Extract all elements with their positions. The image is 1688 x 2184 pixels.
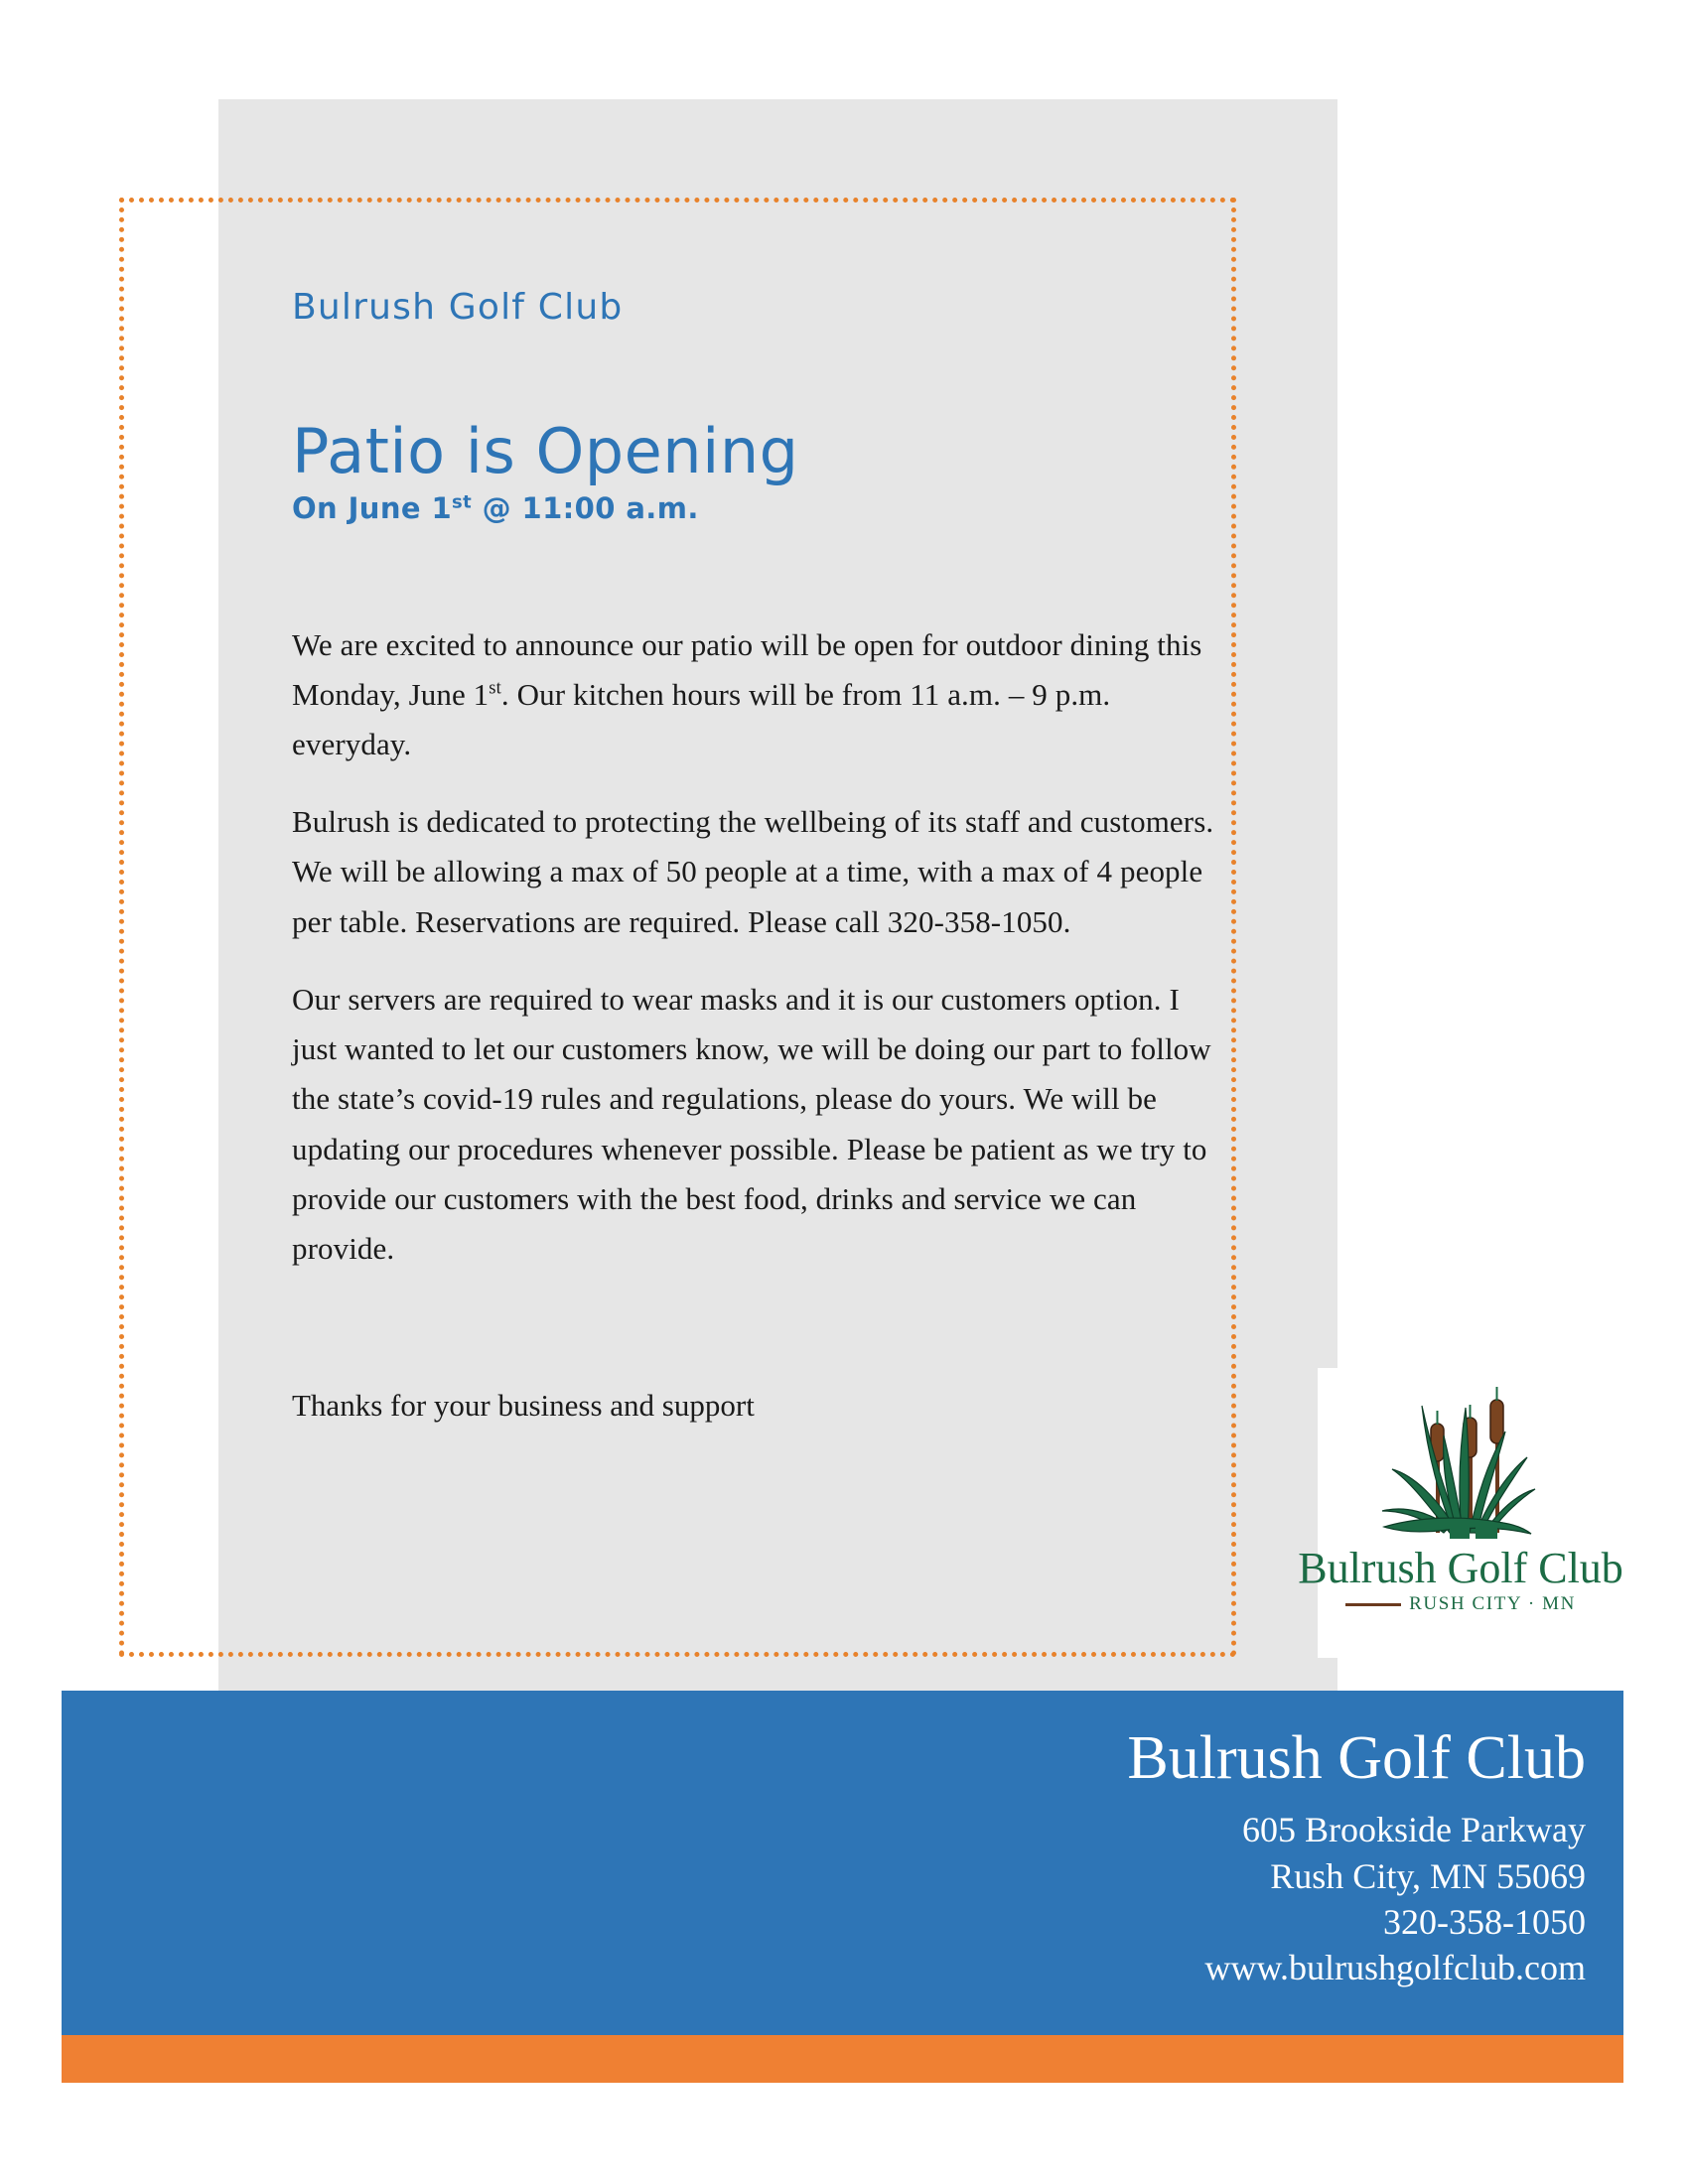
footer-accent-bar: [62, 2035, 1623, 2083]
paragraph-1-before-sup: We are excited to announce our patio will be open for outdoor dining this Monday, June 1: [292, 626, 1202, 712]
subhead-date-prefix: On June 1: [292, 490, 453, 525]
body-copy: [292, 620, 1215, 1432]
footer-phone: 320-358-1050: [1383, 1901, 1586, 1942]
footer-website[interactable]: www.bulrushgolfclub.com: [1204, 1947, 1586, 1987]
event-datetime-subhead: [292, 490, 1215, 525]
footer-address-street: 605 Brookside Parkway: [1242, 1810, 1586, 1850]
logo-wordmark: Bulrush Golf Club: [1298, 1544, 1623, 1592]
paragraph-3: Our servers are required to wear masks and it is our customers option. I just wanted to let our customers know, we will be doing our part to follow the state’s covid-19 rules and regulations, please do yours. We will be updating our procedures whenever possible. Please be patient as we try to provide our customers with the best food, drinks and service we can provide.: [292, 981, 1211, 1266]
paragraph-2: Bulrush is dedicated to protecting the wellbeing of its staff and customers. We will be allowing a max of 50 people at a time, with a max of 4 people per table. Reservations are required. Please call 320-358-1050.: [292, 804, 1214, 939]
club-logo: [1298, 1368, 1623, 1658]
paragraph-1: [292, 620, 1215, 770]
bulrush-cattail-icon: [1366, 1378, 1555, 1545]
footer-address-city: Rush City, MN 55069: [1270, 1855, 1586, 1896]
page-title: Patio is Opening: [292, 414, 799, 487]
club-name-eyebrow: Bulrush Golf Club: [292, 287, 624, 328]
paragraph-1-after-sup: . Our kitchen hours will be from 11 a.m. – 9 p.m. everyday.: [292, 676, 1111, 762]
footer-club-name: Bulrush Golf Club: [1127, 1724, 1586, 1792]
logo-tagline-row: [1345, 1593, 1576, 1615]
closing-line: Thanks for your business and support: [292, 1388, 755, 1424]
footer-banner: [62, 1691, 1623, 2035]
footer-contact-block: [1127, 1724, 1586, 1990]
paragraph-1-ordinal: st: [489, 677, 501, 699]
logo-divider-rule: [1345, 1603, 1401, 1606]
content-text-block: [292, 288, 1215, 1431]
logo-tagline: RUSH CITY · MN: [1409, 1593, 1576, 1614]
subhead-ordinal-suffix: st: [452, 491, 473, 513]
subhead-time-suffix: @ 11:00 a.m.: [472, 490, 699, 525]
